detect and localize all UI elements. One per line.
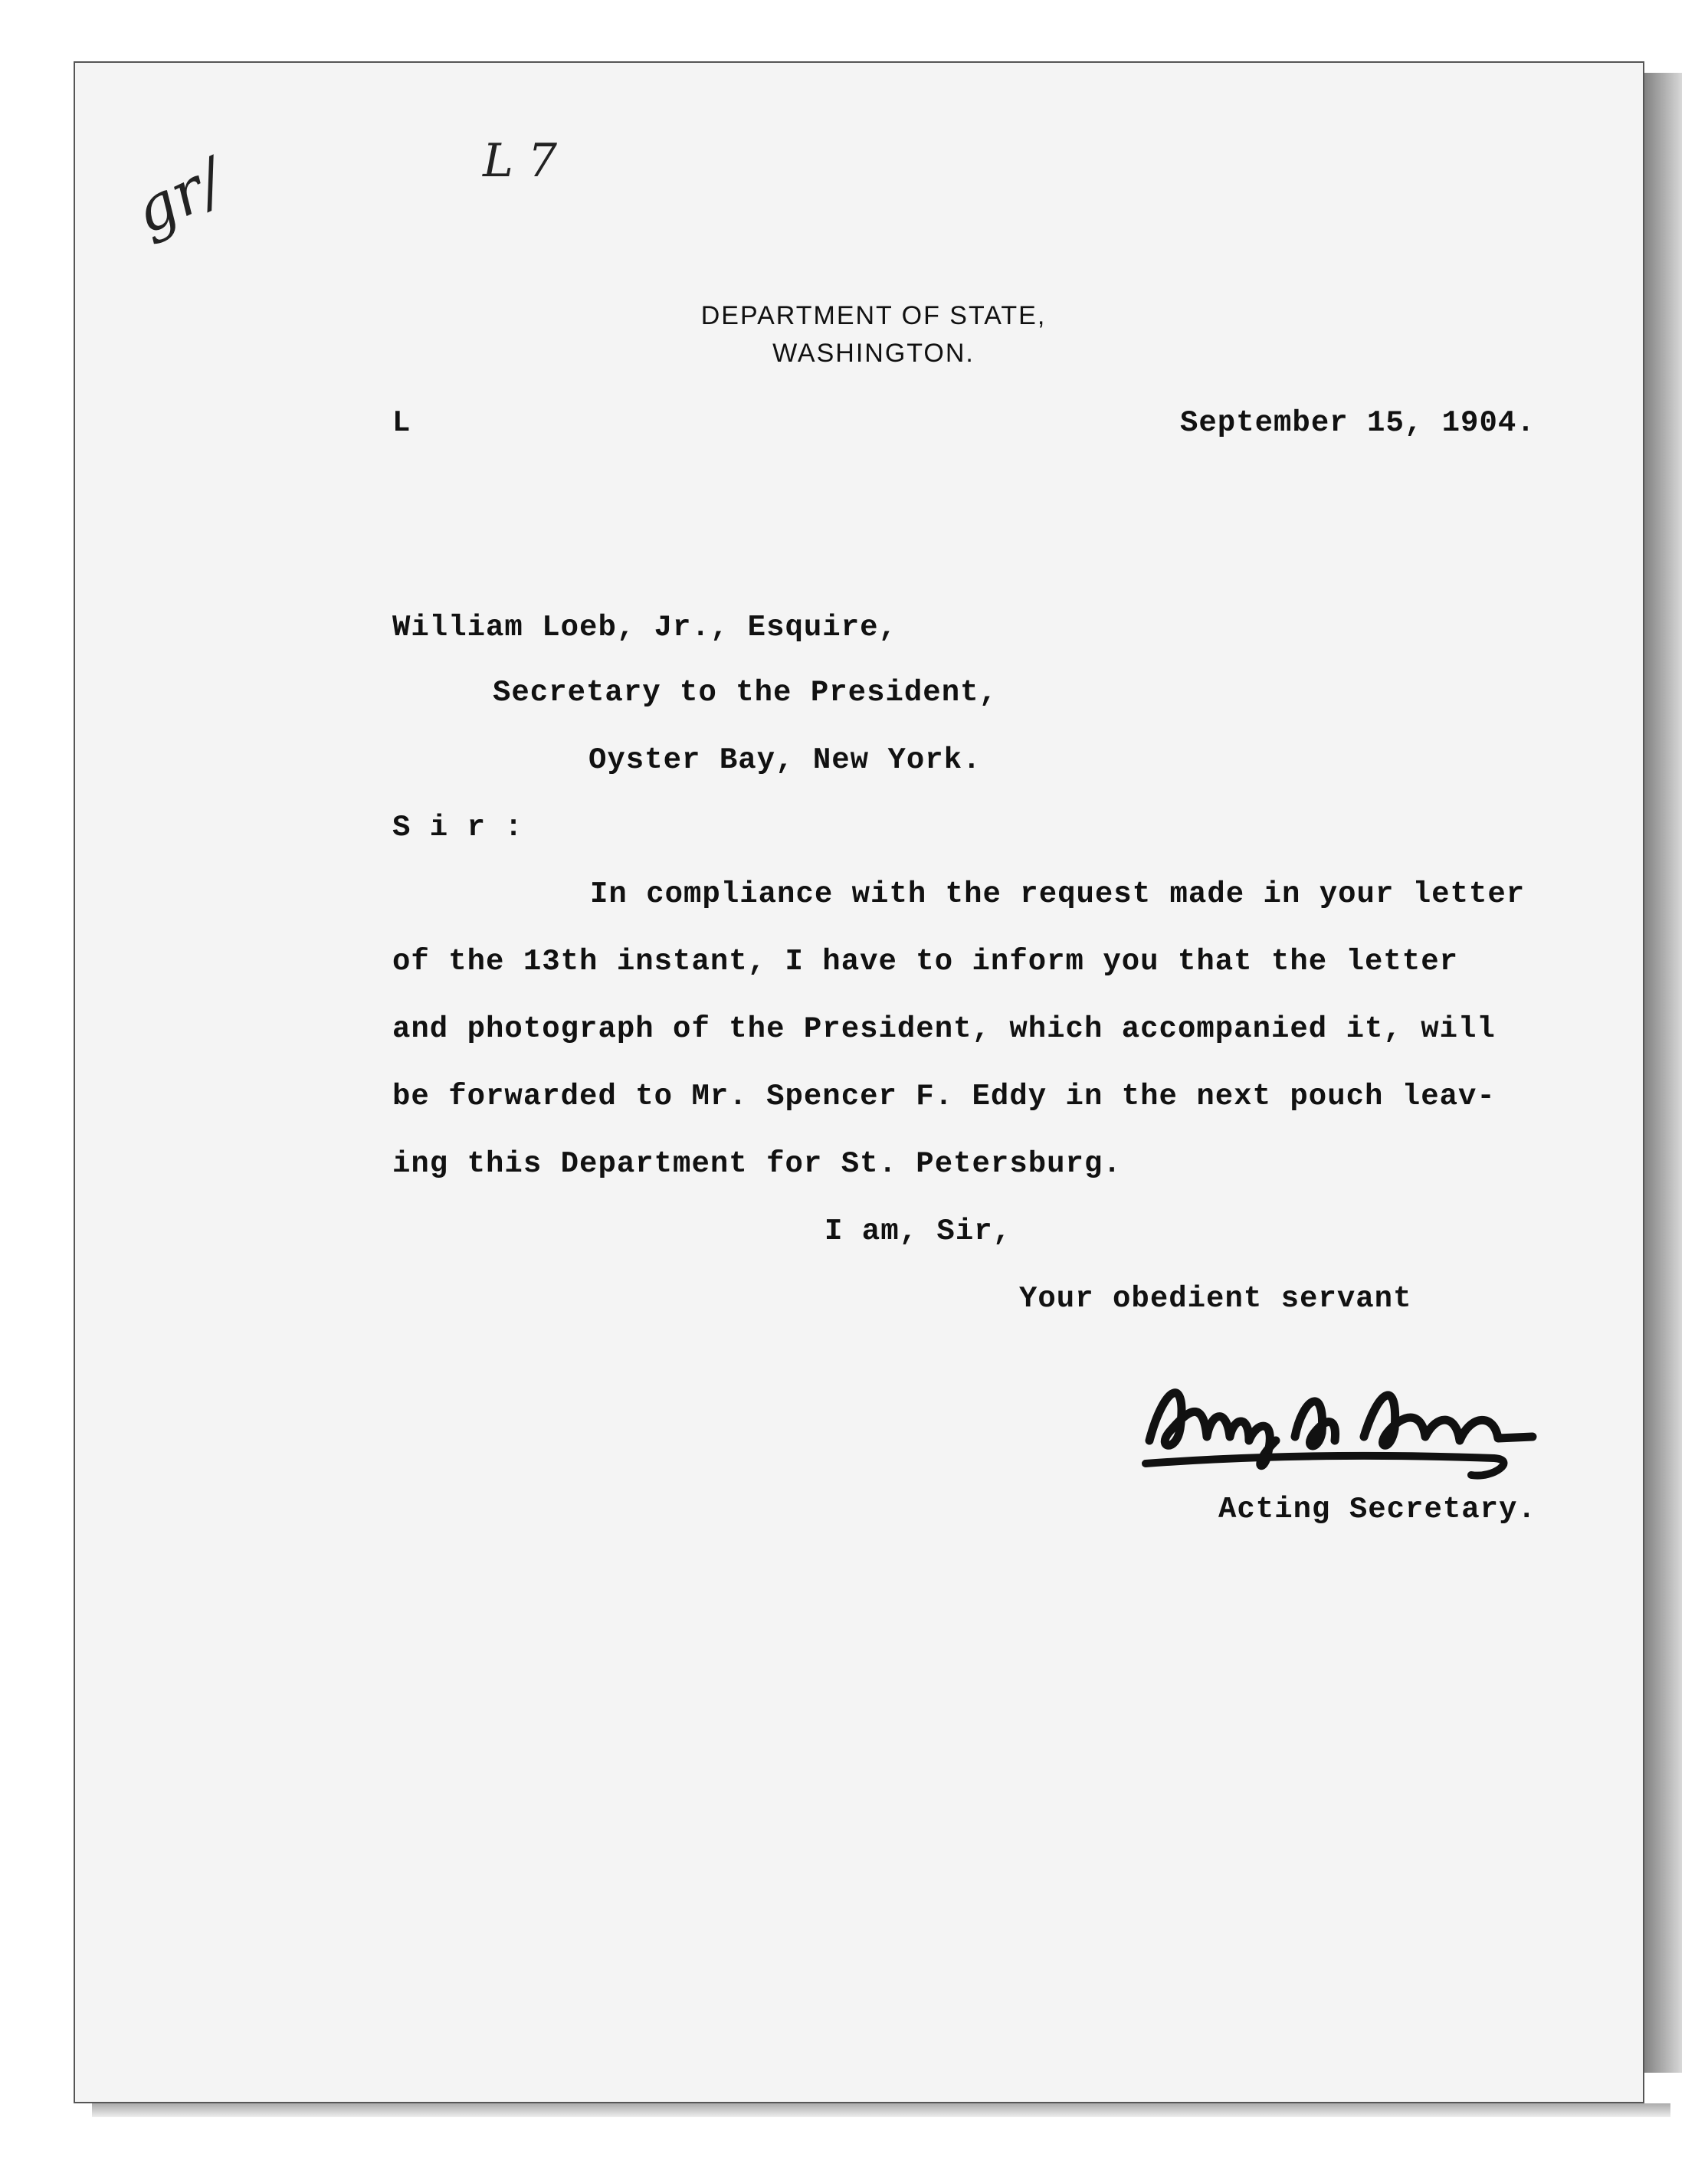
letter-date: September 15, 1904.: [1180, 406, 1536, 440]
closing-line-1: I am, Sir,: [824, 1215, 1012, 1248]
body-line: and photograph of the President, which accompanied it, will: [392, 1012, 1496, 1046]
recipient-place: Oyster Bay, New York.: [588, 743, 982, 777]
signer-title: Acting Secretary.: [1218, 1493, 1536, 1526]
file-mark-note: L 7: [483, 134, 558, 188]
letterhead-line-1: DEPARTMENT OF STATE,: [700, 301, 1047, 330]
letterhead-line-2: WASHINGTON.: [772, 339, 975, 368]
corner-handwritten-mark: gr/: [123, 145, 234, 248]
body-line: be forwarded to Mr. Spencer F. Eddy in the next pouch leav-: [392, 1080, 1496, 1113]
body-line: In compliance with the request made in your letter: [590, 877, 1526, 911]
recipient-title: Secretary to the President,: [493, 676, 998, 710]
page-bottom-edge: [92, 2103, 1670, 2117]
reference-letter: L: [392, 406, 411, 440]
salutation: S i r :: [392, 811, 523, 844]
handwritten-signature: [1134, 1368, 1563, 1490]
closing-line-2: Your obedient servant: [1019, 1282, 1412, 1316]
body-line: ing this Department for St. Petersburg.: [392, 1147, 1122, 1181]
recipient-name: William Loeb, Jr., Esquire,: [392, 611, 897, 644]
body-line: of the 13th instant, I have to inform you that the letter: [392, 945, 1459, 979]
